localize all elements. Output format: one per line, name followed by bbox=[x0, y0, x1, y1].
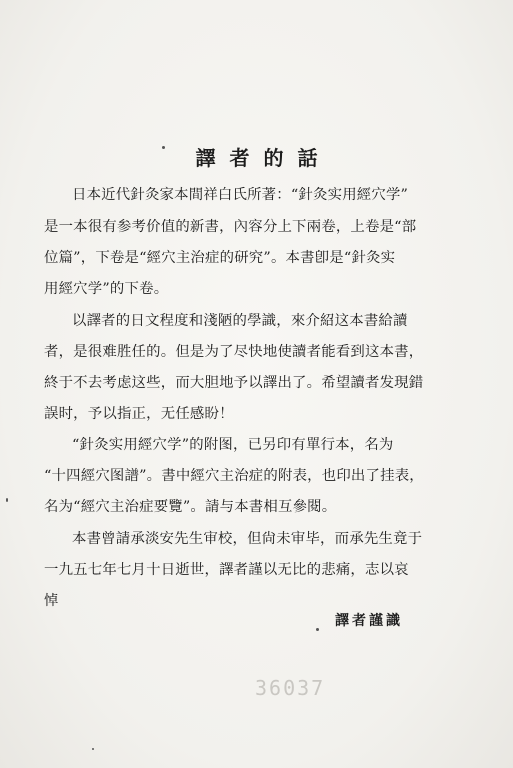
text-line: 終于不去考虑这些，而大胆地予以譯出了。希望讀者发現錯 bbox=[44, 375, 424, 391]
text-line: 位篇”，下卷是“經穴主治症的研究”。本書卽是“針灸实 bbox=[44, 250, 396, 266]
text-line: 者，是很难胜任的。但是为了尽快地使讀者能看到这本書， bbox=[44, 344, 424, 360]
scan-speck bbox=[92, 748, 94, 750]
scan-speck bbox=[6, 498, 8, 502]
text-line: 以譯者的日文程度和淺陋的學識，來介紹这本書給讀 bbox=[72, 313, 408, 329]
scan-speck bbox=[162, 146, 165, 149]
library-stamp-number: 36037 bbox=[255, 676, 326, 700]
text-line: 是一本很有参考价值的新書，內容分上下兩卷，上卷是“部 bbox=[44, 219, 417, 235]
text-line: 悼 bbox=[44, 593, 59, 609]
text-line: 日本近代針灸家本間祥白氏所著：“針灸实用經穴学” bbox=[72, 187, 409, 203]
scan-speck bbox=[316, 628, 319, 631]
text-line: 名为“經穴主治症要覽”。請与本書相互參閱。 bbox=[44, 499, 337, 515]
translator-signature: 譯者謹識 bbox=[335, 613, 403, 629]
text-line: “十四經穴图譜”。書中經穴主治症的附表，也印出了挂表， bbox=[44, 468, 424, 484]
page-title: 譯者的話 bbox=[195, 146, 332, 170]
text-line: 誤时，予以指正，无任感盼！ bbox=[44, 406, 234, 422]
text-line: 用經穴学”的下卷。 bbox=[44, 281, 169, 297]
text-line: 一九五七年七月十日逝世，譯者謹以无比的悲痛，志以哀 bbox=[44, 562, 409, 578]
text-line: 本書曾請承淡安先生审校，但尙未审毕，而承先生竟于 bbox=[72, 531, 423, 547]
text-line: “針灸实用經穴学”的附图，已另印有單行本，名为 bbox=[72, 437, 394, 453]
